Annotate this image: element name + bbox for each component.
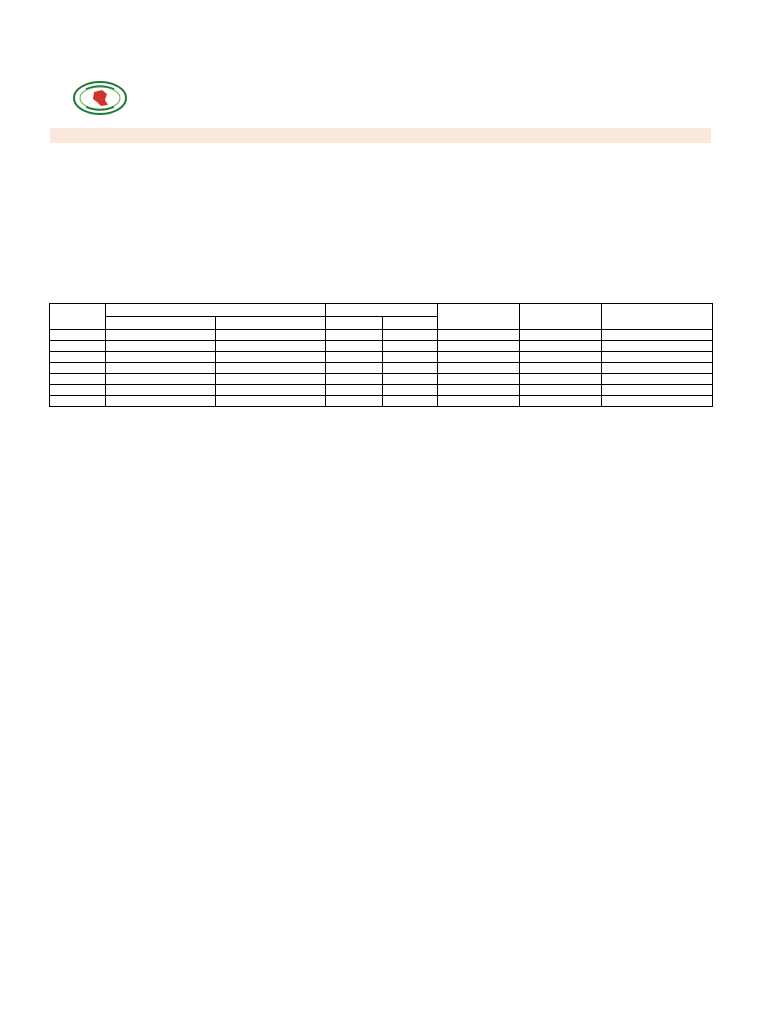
table-cell <box>216 396 326 407</box>
table-cell <box>438 396 520 407</box>
table-cell <box>50 352 106 363</box>
nbr-logo <box>72 80 128 116</box>
col-vat-amount <box>520 304 602 330</box>
table-cell <box>216 330 326 341</box>
table-body <box>50 330 713 407</box>
table-cell <box>326 374 383 385</box>
table-cell <box>383 385 438 396</box>
table-cell <box>216 363 326 374</box>
table-cell <box>326 352 383 363</box>
footnote <box>84 524 484 537</box>
table-cell <box>383 374 438 385</box>
table-cell <box>106 396 216 407</box>
table-cell <box>216 341 326 352</box>
table-cell <box>520 341 602 352</box>
table-cell <box>216 374 326 385</box>
table-cell <box>520 352 602 363</box>
table-cell <box>383 396 438 407</box>
table-cell <box>520 396 602 407</box>
table-cell <box>50 330 106 341</box>
table-cell <box>383 352 438 363</box>
table-cell <box>326 341 383 352</box>
table-cell <box>326 363 383 374</box>
table-cell <box>106 352 216 363</box>
col-group-invoice <box>326 304 438 317</box>
table-cell <box>520 330 602 341</box>
table-row <box>50 363 713 374</box>
table-cell <box>106 374 216 385</box>
table-row <box>50 374 713 385</box>
footnote-marker <box>84 524 88 536</box>
table-cell <box>602 341 713 352</box>
table-cell <box>383 330 438 341</box>
table-cell <box>438 352 520 363</box>
table-cell <box>50 374 106 385</box>
table-cell <box>326 396 383 407</box>
table-cell <box>216 352 326 363</box>
table-cell <box>106 385 216 396</box>
table-cell <box>438 341 520 352</box>
table-cell <box>383 341 438 352</box>
table-cell <box>50 385 106 396</box>
table-cell <box>438 330 520 341</box>
table-cell <box>106 341 216 352</box>
col-invoice-issue-date <box>383 317 438 330</box>
table-cell <box>50 363 106 374</box>
table-cell <box>438 385 520 396</box>
table-cell <box>106 330 216 341</box>
table-row <box>50 385 713 396</box>
table-cell <box>602 330 713 341</box>
table-cell <box>326 330 383 341</box>
col-deducted-vat-amount <box>602 304 713 330</box>
table-cell <box>520 363 602 374</box>
table-cell <box>50 341 106 352</box>
col-serial <box>50 304 106 330</box>
table-cell <box>602 374 713 385</box>
col-group-supplier <box>106 304 326 317</box>
table-cell <box>50 396 106 407</box>
table-cell <box>216 385 326 396</box>
table-cell <box>383 363 438 374</box>
form-title <box>50 128 711 143</box>
table-cell <box>106 363 216 374</box>
table-cell <box>520 385 602 396</box>
table-cell <box>602 396 713 407</box>
table-cell <box>602 363 713 374</box>
table-row <box>50 330 713 341</box>
table-cell <box>520 374 602 385</box>
table-cell <box>438 374 520 385</box>
col-invoice-number <box>326 317 383 330</box>
col-supplier-name <box>106 317 216 330</box>
deduction-table <box>49 303 713 407</box>
table-row <box>50 341 713 352</box>
table-cell <box>602 352 713 363</box>
table-cell <box>602 385 713 396</box>
col-supplier-bin <box>216 317 326 330</box>
table-cell <box>326 385 383 396</box>
table-row <box>50 396 713 407</box>
table-cell <box>438 363 520 374</box>
col-total-supply-value <box>438 304 520 330</box>
table-row <box>50 352 713 363</box>
